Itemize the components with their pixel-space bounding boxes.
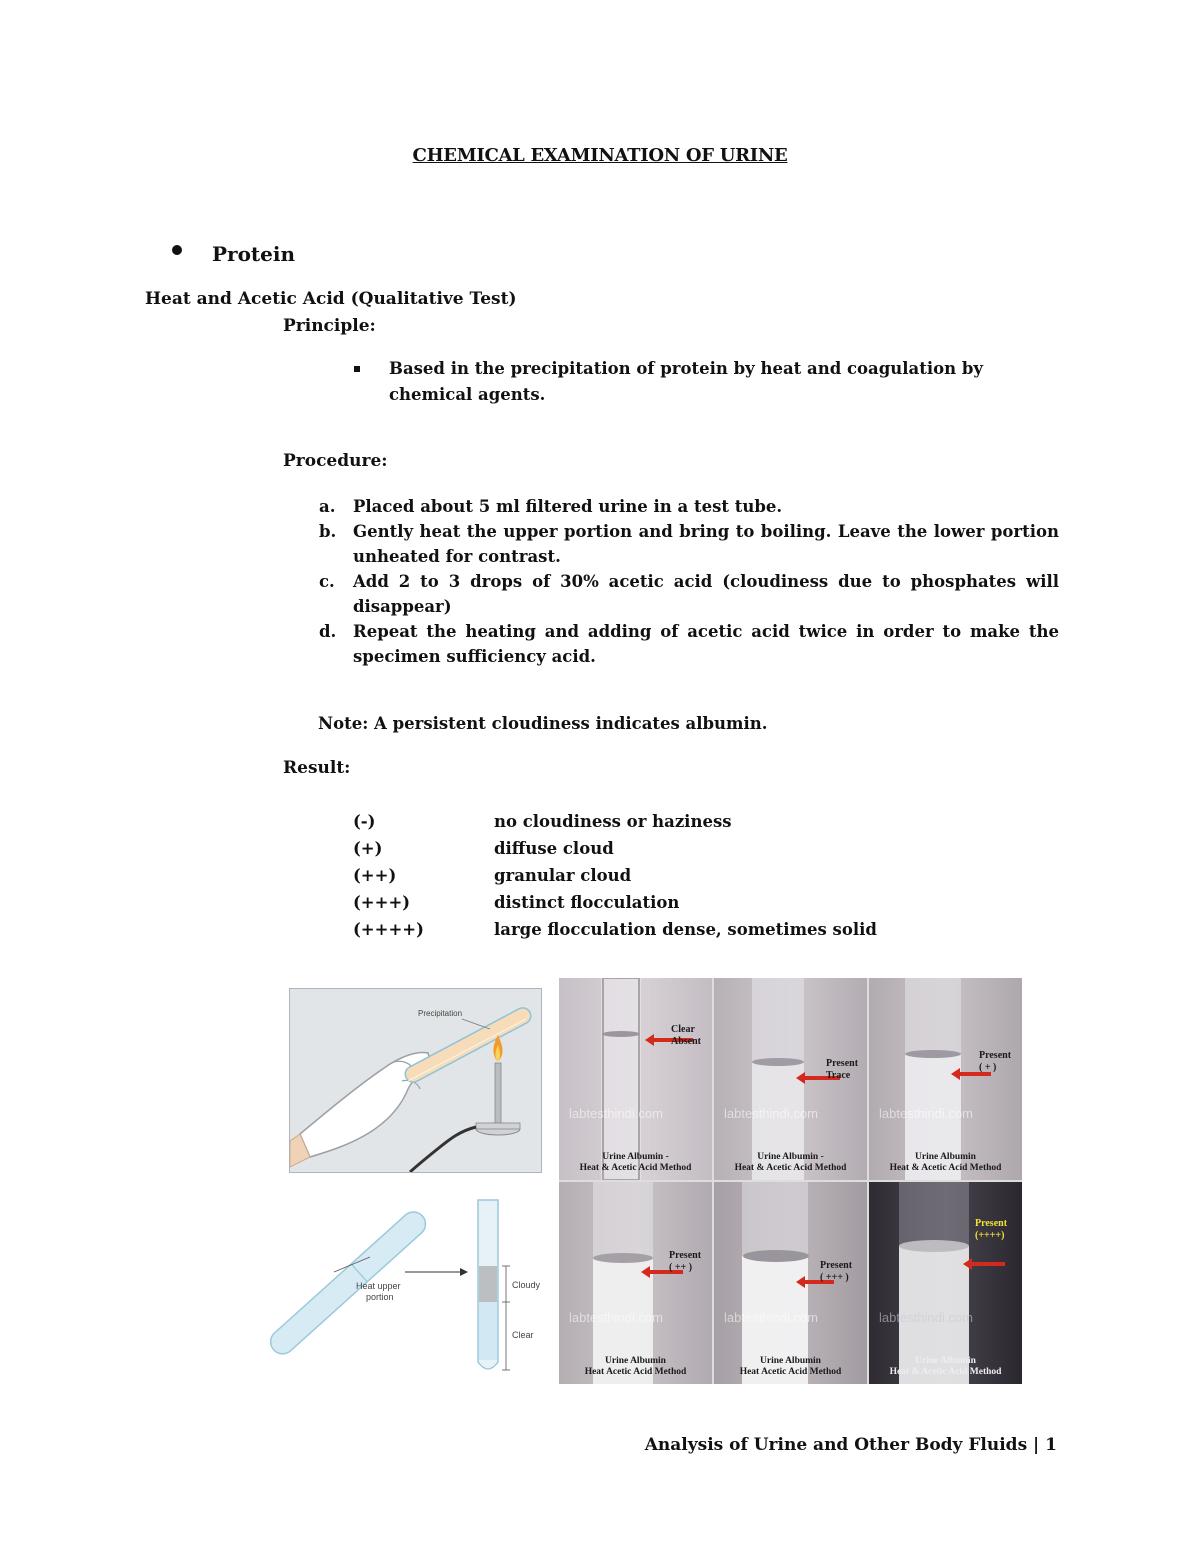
procedure-step	[283, 494, 1059, 519]
watermark: labtesthindi.com	[879, 1310, 973, 1325]
watermark: labtesthindi.com	[724, 1106, 818, 1121]
principle-heading: Principle:	[283, 316, 376, 336]
result-symbol: (++)	[353, 866, 397, 885]
result-description: granular cloud	[494, 866, 632, 885]
procedure-list	[283, 494, 1059, 669]
page-title: CHEMICAL EXAMINATION OF URINE	[412, 145, 788, 166]
result-photo-plus-4	[869, 1182, 1022, 1384]
photo-label: Present (++++)	[975, 1218, 1008, 1241]
step-label: a.	[319, 497, 336, 516]
watermark: labtesthindi.com	[879, 1106, 973, 1121]
procedure-step	[283, 619, 1059, 669]
note-text: Note: A persistent cloudiness indicates albumin.	[318, 714, 768, 733]
heat-upper-label: Heat upper	[356, 1281, 401, 1291]
cloudy-label: Cloudy	[512, 1280, 541, 1290]
result-photo-absent	[559, 978, 712, 1180]
photo-caption: Urine Albumin Heat Acetic Acid Method	[584, 1356, 687, 1377]
square-bullet-icon	[354, 366, 360, 372]
step-label: b.	[319, 522, 337, 541]
photo-caption: Urine Albumin Heat Acetic Acid Method	[739, 1356, 842, 1377]
procedure-heading: Procedure:	[283, 451, 388, 471]
photo-caption: Urine Albumin - Heat & Acetic Acid Method	[734, 1152, 847, 1173]
result-photo-trace	[714, 978, 867, 1180]
result-symbol: (-)	[353, 812, 376, 831]
result-photo-plus-3	[714, 1182, 867, 1384]
test-heading: Heat and Acetic Acid (Qualitative Test)	[145, 289, 517, 309]
step-text: Placed about 5 ml filtered urine in a test tube.	[353, 497, 783, 516]
photo-label: Present ( +++ )	[820, 1260, 853, 1283]
procedure-step	[283, 519, 1059, 569]
photo-label: Present ( ++ )	[669, 1250, 702, 1273]
result-photo-plus-1	[869, 978, 1022, 1180]
watermark: labtesthindi.com	[569, 1310, 663, 1325]
arrow-icon	[971, 1262, 1005, 1266]
result-heading: Result:	[283, 758, 351, 778]
step-label: c.	[319, 572, 335, 591]
result-description: distinct flocculation	[494, 893, 680, 912]
step-text: Add 2 to 3 drops of 30% acetic acid (cloudiness due to phosphates will disappear)	[353, 572, 1059, 616]
result-photo-grid	[559, 978, 1022, 1384]
result-description: large flocculation dense, sometimes solid	[494, 920, 877, 939]
heat-portion-label: portion	[366, 1292, 394, 1302]
page-footer: Analysis of Urine and Other Body Fluids | 1	[644, 1435, 1057, 1455]
result-description: no cloudiness or haziness	[494, 812, 732, 831]
result-symbol: (++++)	[353, 920, 424, 939]
photo-label: Present Trace	[826, 1058, 859, 1081]
section-heading: Protein	[212, 242, 296, 266]
photo-caption: Urine Albumin Heat & Acetic Acid Method	[889, 1356, 1002, 1377]
result-description: diffuse cloud	[494, 839, 614, 858]
clear-label: Clear	[512, 1330, 534, 1340]
photo-label: Present ( + )	[979, 1050, 1012, 1073]
step-text: Repeat the heating and adding of acetic acid twice in order to make the specimen sufficiency acid.	[353, 622, 1059, 666]
bullet-dot	[172, 245, 182, 255]
result-symbol: (+)	[353, 839, 383, 858]
heating-illustration	[289, 988, 542, 1173]
photo-caption: Urine Albumin Heat & Acetic Acid Method	[889, 1152, 1002, 1173]
photo-caption: Urine Albumin - Heat & Acetic Acid Method	[579, 1152, 692, 1173]
step-text: Gently heat the upper portion and bring to boiling. Leave the lower portion unheated for contrast.	[353, 522, 1059, 566]
result-symbol: (+++)	[353, 893, 411, 912]
principle-text: Based in the precipitation of protein by heat and coagulation by chemical agents.	[389, 359, 983, 404]
procedure-step	[283, 569, 1059, 619]
precipitation-label: Precipitation	[418, 1009, 463, 1018]
photo-label: Clear Absent	[671, 1024, 702, 1047]
tube-diagram	[270, 1192, 550, 1377]
result-photo-plus-2	[559, 1182, 712, 1384]
watermark: labtesthindi.com	[569, 1106, 663, 1121]
watermark: labtesthindi.com	[724, 1310, 818, 1325]
tube-diagram-svg	[270, 1192, 550, 1377]
step-label: d.	[319, 622, 337, 641]
heating-illustration-svg	[290, 989, 541, 1172]
